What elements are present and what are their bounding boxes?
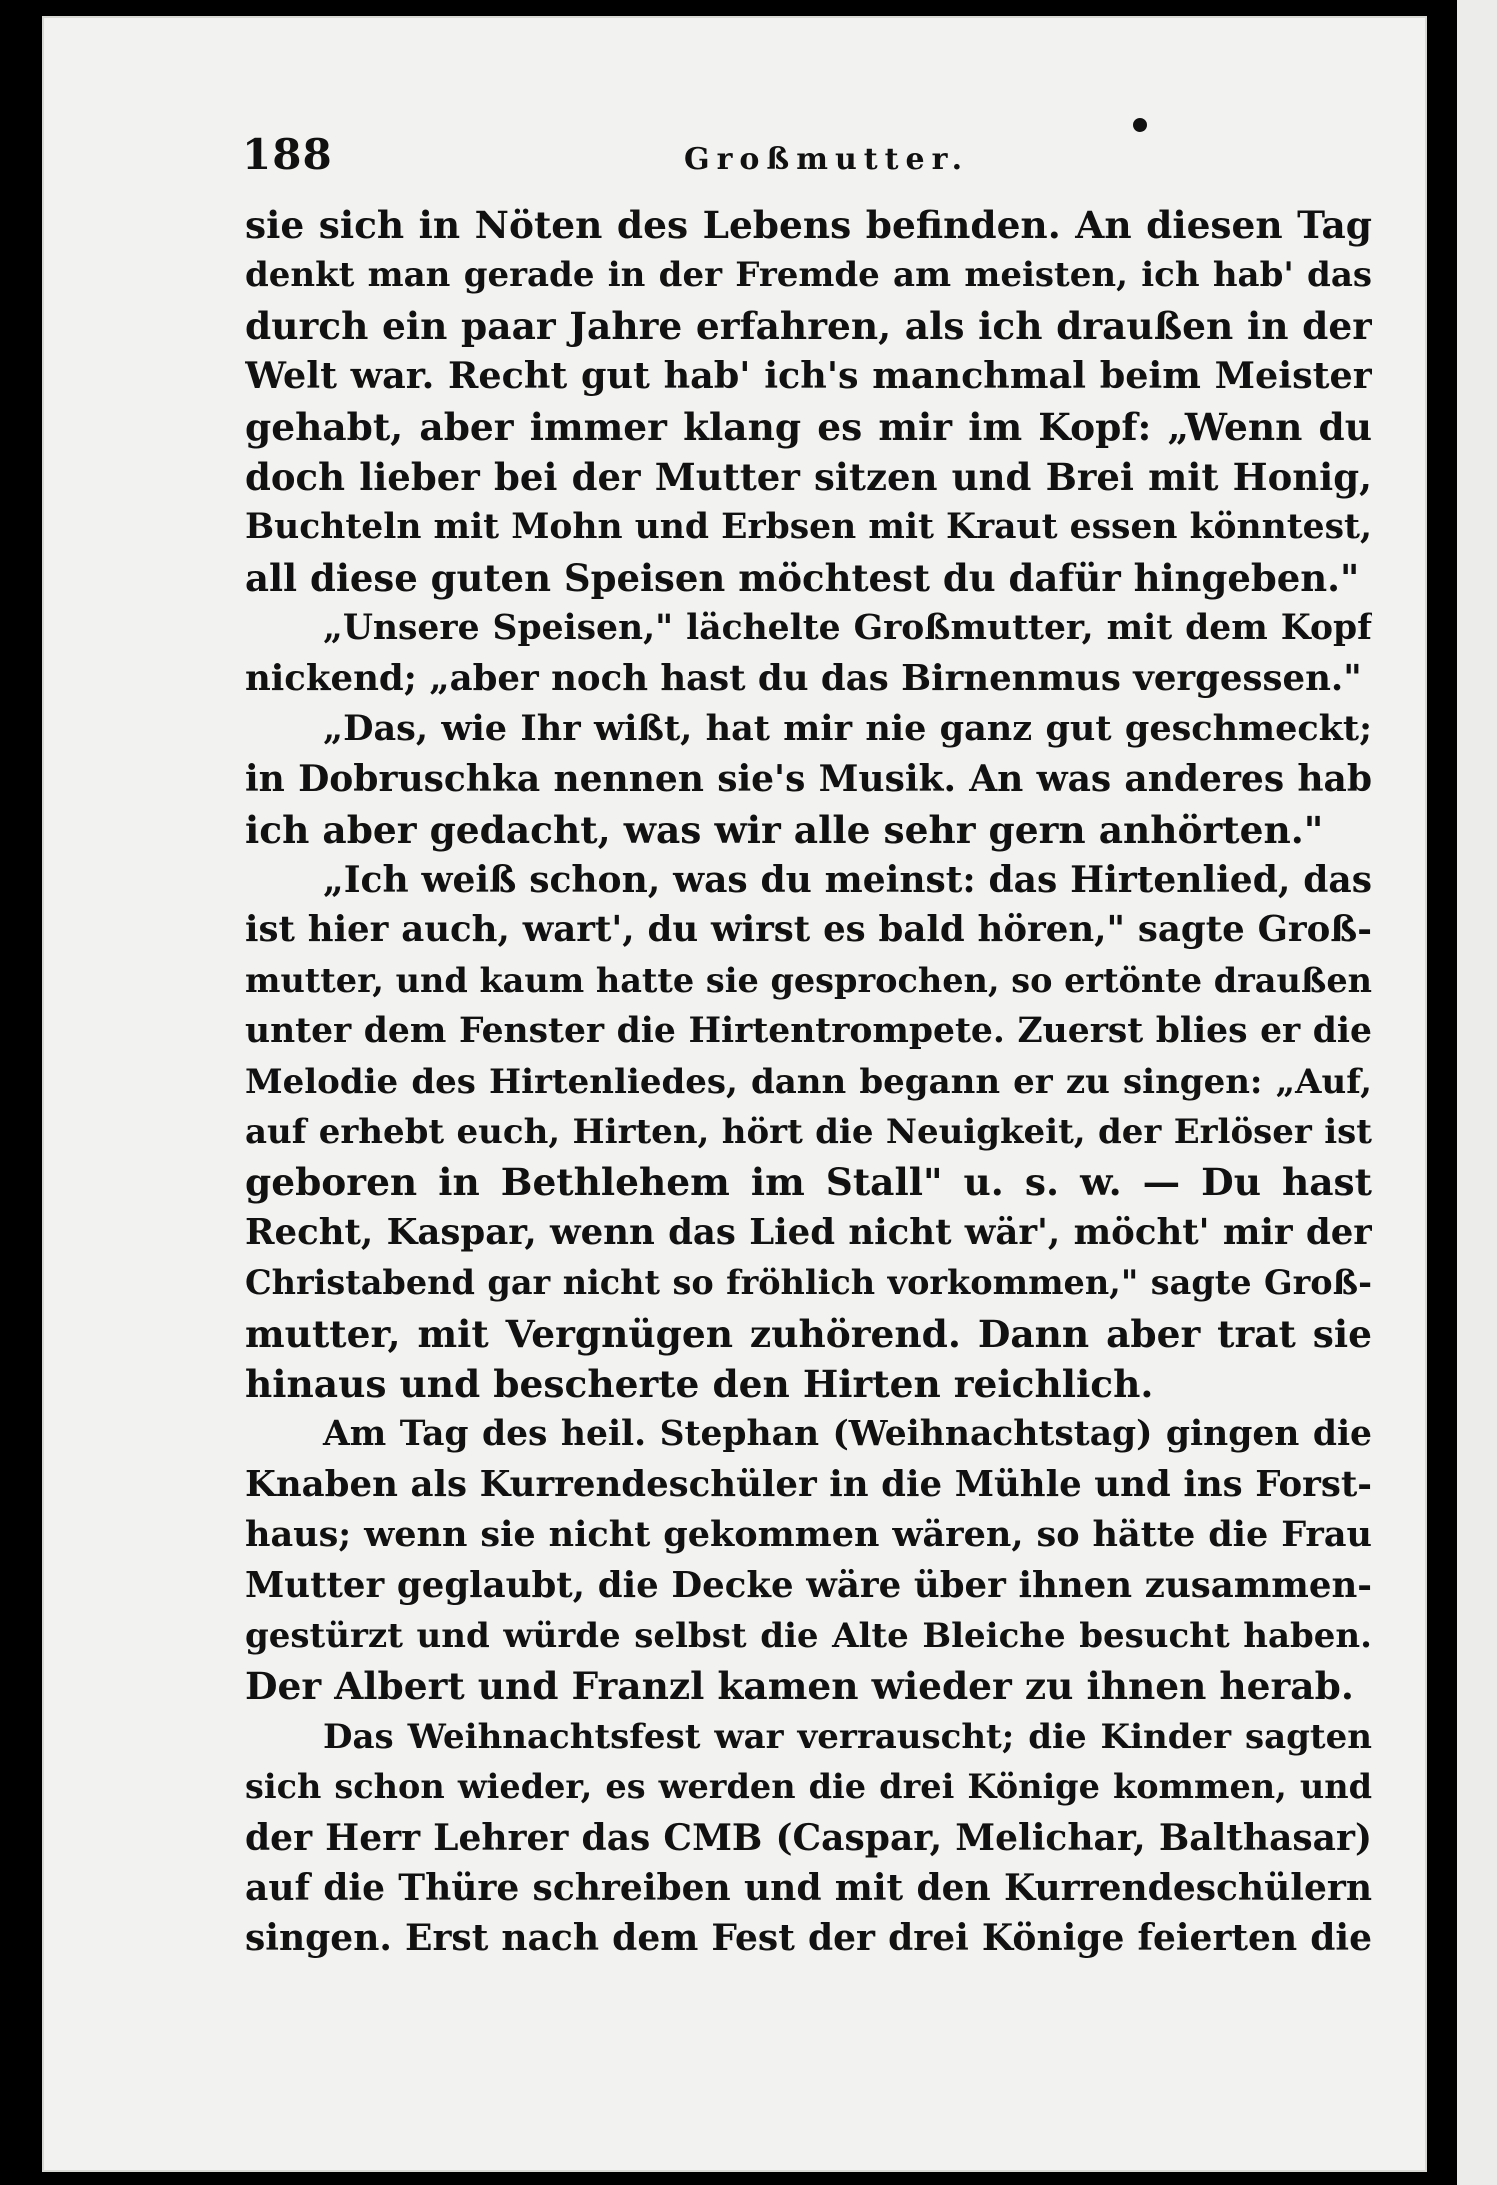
text-line: auf erhebt euch, Hirten, hört die Neuigkeit, der Erlöser ist	[245, 1112, 1372, 1153]
text-line: durch ein paar Jahre erfahren, als ich draußen in der	[245, 303, 1372, 348]
page-number: 188	[242, 130, 333, 179]
text-line: singen. Erst nach dem Fest der drei Könige feierten die	[245, 1917, 1372, 1960]
text-line: mutter, und kaum hatte sie gesprochen, so ertönte draußen	[245, 960, 1372, 1000]
text-line: ich aber gedacht, was wir alle sehr gern anhörten."	[245, 807, 1324, 852]
adjacent-page-edge	[1457, 0, 1497, 2185]
text-line: „Das, wie Ihr wißt, hat mir nie ganz gut geschmeckt;	[323, 707, 1372, 749]
text-line: „Ich weiß schon, was du meinst: das Hirtenlied, das	[323, 859, 1372, 902]
text-line: auf die Thüre schreiben und mit den Kurrendeschülern	[245, 1866, 1372, 1909]
text-line: mutter, mit Vergnügen zuhörend. Dann aber trat sie	[245, 1311, 1372, 1356]
text-line: sie sich in Nöten des Lebens befinden. An diesen Tag	[245, 203, 1372, 247]
text-line: Der Albert und Franzl kamen wieder zu ihnen herab.	[245, 1664, 1354, 1709]
text-line: ist hier auch, wart', du wirst es bald hören," sagte Groß-	[245, 909, 1372, 951]
text-line: Buchteln mit Mohn und Erbsen mit Kraut essen könntest,	[245, 507, 1372, 548]
text-line: Knaben als Kurrendeschüler in die Mühle und ins Forst-	[245, 1463, 1372, 1505]
text-line: Welt war. Recht gut hab' ich's manchmal beim Meister	[245, 354, 1372, 398]
text-line: der Herr Lehrer das CMB (Caspar, Melichar, Balthasar)	[245, 1816, 1372, 1859]
body-text	[245, 200, 1372, 1964]
text-line: Mutter geglaubt, die Decke wäre über ihnen zusammen-	[245, 1564, 1372, 1606]
text-line: „Unsere Speisen," lächelte Großmutter, mit dem Kopf	[323, 608, 1372, 649]
text-line: hinaus und bescherte den Hirten reichlich.	[245, 1361, 1154, 1406]
text-line: haus; wenn sie nicht gekommen wären, so hätte die Frau	[245, 1514, 1372, 1556]
text-line: Am Tag des heil. Stephan (Weihnachtstag) gingen die	[323, 1414, 1372, 1455]
text-line: Recht, Kaspar, wenn das Lied nicht wär', möcht' mir der	[245, 1211, 1372, 1253]
text-line: Christabend gar nicht so fröhlich vorkommen," sagte Groß-	[245, 1263, 1372, 1303]
text-line: gehabt, aber immer klang es mir im Kopf: „Wenn du	[245, 404, 1372, 449]
text-line: nickend; „aber noch hast du das Birnenmus vergessen."	[245, 657, 1362, 699]
text-line: in Dobruschka nennen sie's Musik. An was anderes hab	[245, 758, 1372, 801]
text-line: gestürzt und würde selbst die Alte Bleiche besucht haben.	[245, 1615, 1372, 1656]
text-line: Melodie des Hirtenliedes, dann begann er zu singen: „Auf,	[245, 1061, 1372, 1102]
text-line: sich schon wieder, es werden die drei Könige kommen, und	[245, 1767, 1372, 1807]
running-title: Großmutter.	[684, 142, 970, 177]
text-line: doch lieber bei der Mutter sitzen und Brei mit Honig,	[245, 454, 1372, 499]
text-line: Das Weihnachtsfest war verrauscht; die Kinder sagten	[323, 1716, 1372, 1757]
text-line: denkt man gerade in der Fremde am meisten, ich hab' das	[245, 255, 1372, 296]
text-line: unter dem Fenster die Hirtentrompete. Zuerst blies er die	[245, 1011, 1372, 1052]
text-line: all diese guten Speisen möchtest du dafür hingeben."	[245, 555, 1360, 600]
ink-spot	[1133, 118, 1147, 132]
text-line: geboren in Bethlehem im Stall" u. s. w. — Du hast	[245, 1160, 1372, 1205]
